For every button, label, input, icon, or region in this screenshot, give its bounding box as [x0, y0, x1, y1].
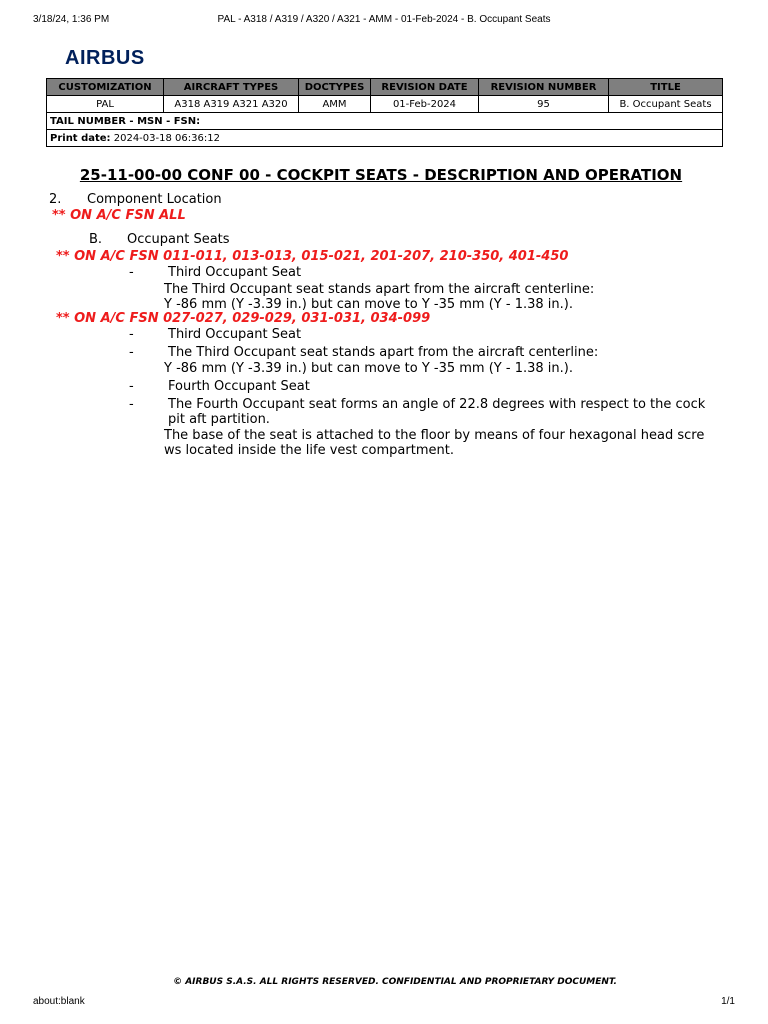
- effectivity-group-1: ** ON A/C FSN 011-011, 013-013, 015-021, 201-207, 210-350, 401-450: [56, 249, 569, 264]
- copyright-footer: © AIRBUS S.A.S. ALL RIGHTS RESERVED. CONFIDENTIAL AND PROPRIETARY DOCUMENT.: [173, 977, 617, 987]
- list-item-fourth-occupant-seat: Fourth Occupant Seat: [168, 379, 310, 394]
- print-datetime: 3/18/24, 1:36 PM: [33, 14, 110, 25]
- paragraph-line: Y -86 mm (Y -3.39 in.) but can move to Y -35 mm (Y - 1.38 in.).: [164, 361, 573, 376]
- paragraph-line: The base of the seat is attached to the floor by means of four hexagonal head scre: [164, 428, 705, 443]
- metadata-header-row: [47, 79, 723, 96]
- list-dash: -: [129, 265, 134, 280]
- list-dash: -: [129, 397, 134, 412]
- section-title: Component Location: [87, 192, 222, 207]
- list-dash: -: [129, 379, 134, 394]
- list-item-third-occupant-seat: Third Occupant Seat: [168, 265, 302, 280]
- header-title: TITLE: [609, 79, 723, 96]
- value-revision-number: 95: [479, 96, 609, 113]
- value-aircraft-types: A318 A319 A321 A320: [164, 96, 299, 113]
- section-number: 2.: [49, 192, 62, 207]
- effectivity-group-2: ** ON A/C FSN 027-027, 029-029, 031-031, 034-099: [56, 311, 431, 326]
- list-item-fourth-occupant-description: The Fourth Occupant seat forms an angle of 22.8 degrees with respect to the cock: [168, 397, 706, 412]
- header-revision-date: REVISION DATE: [371, 79, 479, 96]
- document-title: 25-11-00-00 CONF 00 - COCKPIT SEATS - DESCRIPTION AND OPERATION: [79, 166, 683, 184]
- header-customization: CUSTOMIZATION: [47, 79, 164, 96]
- print-footer-page: 1/1: [721, 996, 735, 1007]
- value-doctypes: AMM: [299, 96, 371, 113]
- value-revision-date: 01-Feb-2024: [371, 96, 479, 113]
- paragraph-line: The Third Occupant seat stands apart from the aircraft centerline:: [164, 282, 595, 297]
- value-title: B. Occupant Seats: [609, 96, 723, 113]
- effectivity-all: ** ON A/C FSN ALL: [52, 208, 186, 223]
- print-date-label: Print date:: [50, 132, 111, 144]
- document-metadata-table: [46, 78, 723, 147]
- header-doctypes: DOCTYPES: [299, 79, 371, 96]
- subsection-title: Occupant Seats: [127, 232, 230, 247]
- header-revision-number: REVISION NUMBER: [479, 79, 609, 96]
- header-aircraft-types: AIRCRAFT TYPES: [164, 79, 299, 96]
- print-footer-url: about:blank: [33, 996, 85, 1007]
- tail-number-label: TAIL NUMBER - MSN - FSN:: [50, 115, 201, 127]
- print-date-value: 2024-03-18 06:36:12: [113, 132, 220, 144]
- metadata-value-row: [47, 96, 723, 113]
- paragraph-line: ws located inside the life vest compartment.: [164, 443, 454, 458]
- paragraph-line: pit aft partition.: [168, 412, 270, 427]
- list-dash: -: [129, 345, 134, 360]
- list-dash: -: [129, 327, 134, 342]
- list-item-third-occupant-description: The Third Occupant seat stands apart from the aircraft centerline:: [168, 345, 599, 360]
- print-date-row: [47, 130, 723, 147]
- paragraph-line: Y -86 mm (Y -3.39 in.) but can move to Y -35 mm (Y - 1.38 in.).: [164, 297, 573, 312]
- subsection-letter: B.: [89, 232, 103, 247]
- list-item-third-occupant-seat: Third Occupant Seat: [168, 327, 302, 342]
- tail-number-row: [47, 113, 723, 130]
- print-title: PAL - A318 / A319 / A320 / A321 - AMM - 01-Feb-2024 - B. Occupant Seats: [217, 14, 551, 25]
- value-customization: PAL: [47, 96, 164, 113]
- airbus-logo: AIRBUS: [65, 47, 145, 69]
